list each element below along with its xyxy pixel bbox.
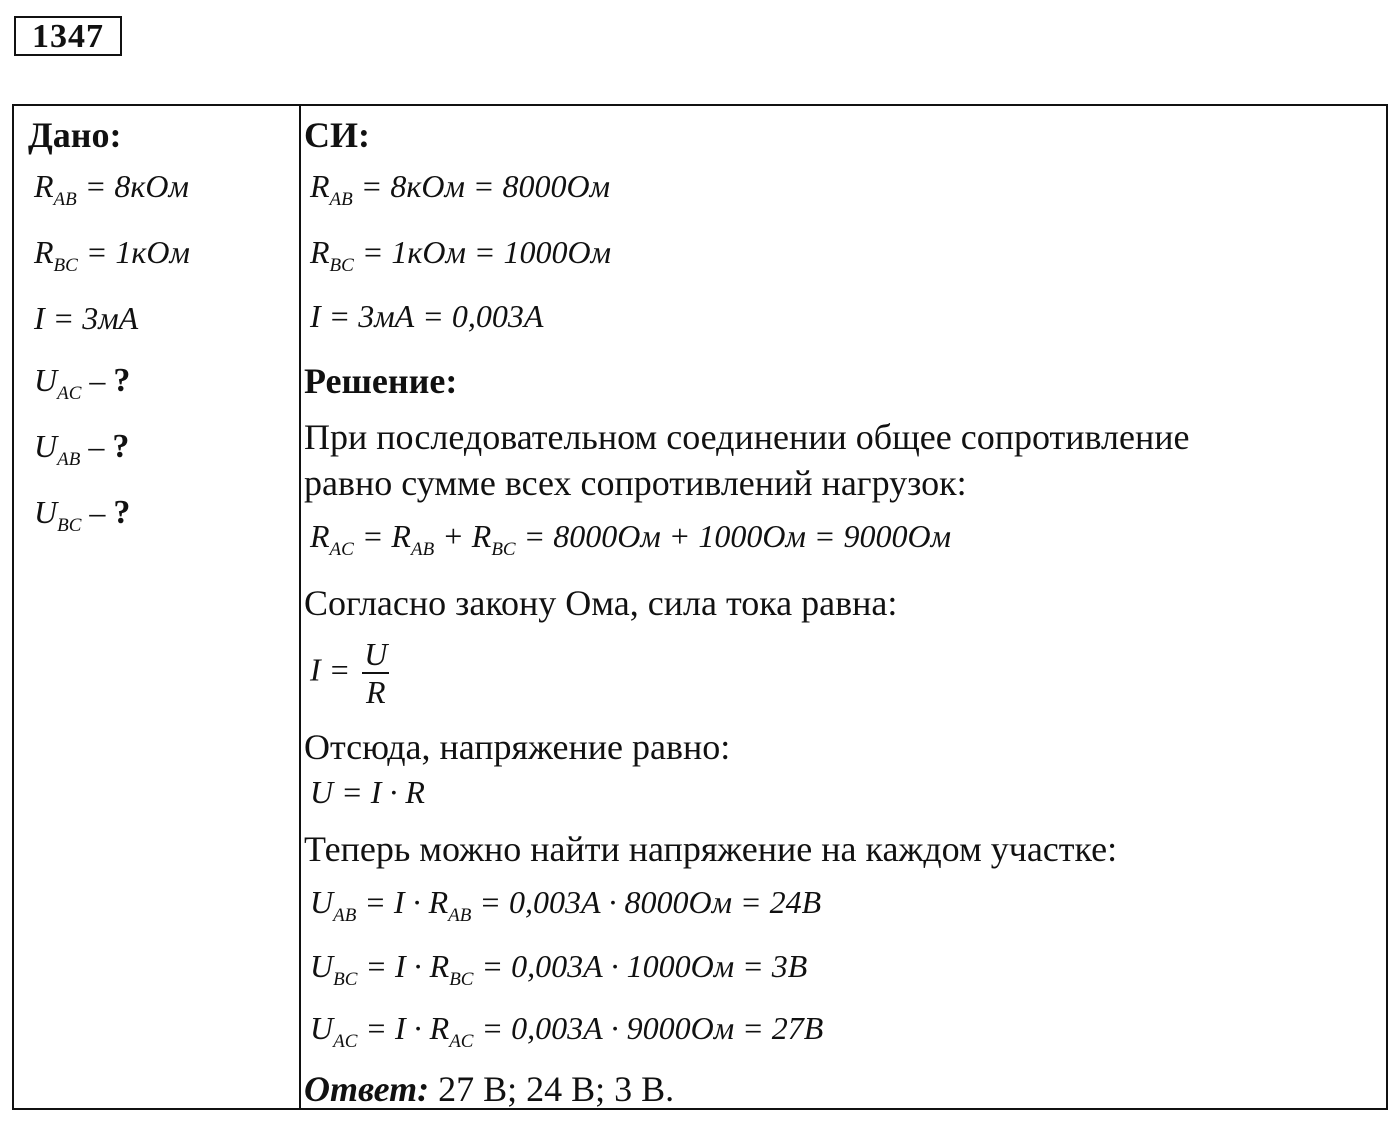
given-r-ab <box>34 168 189 211</box>
si-symbol: R <box>310 168 330 204</box>
given-header: Дано: <box>28 115 122 155</box>
given-value: = 8кОм <box>76 168 189 204</box>
given-symbol: U <box>34 362 58 398</box>
si-i <box>310 298 543 335</box>
unknown-mark: ? <box>113 362 131 399</box>
fraction <box>362 636 389 710</box>
paragraph-voltage: Отсюда, напряжение равно: <box>304 727 731 767</box>
eq-part: U <box>310 1010 334 1046</box>
eq-part: = 0,003А · 1000Ом = 3В <box>473 948 808 984</box>
given-symbol: U <box>34 428 58 464</box>
si-value: = 1кОм = 1000Ом <box>353 234 612 270</box>
eq-subscript: AC <box>333 1031 358 1052</box>
given-dash: – <box>81 362 114 398</box>
given-u-bc <box>34 494 130 537</box>
unknown-mark: ? <box>112 428 130 465</box>
given-subscript: AC <box>57 383 82 404</box>
eq-part: R <box>310 518 330 554</box>
si-r-bc <box>310 234 611 277</box>
column-divider <box>299 106 301 1108</box>
eq-subscript: AC <box>329 539 354 560</box>
eq-part: U <box>310 948 334 984</box>
eq-part: = 0,003А · 9000Ом = 27В <box>473 1010 824 1046</box>
denominator: R <box>366 674 386 710</box>
given-value: = 3мА <box>44 300 139 336</box>
eq-part: = I · R <box>357 948 450 984</box>
given-u-ac <box>34 362 130 405</box>
given-u-ab <box>34 428 129 471</box>
eq-lhs: I = <box>310 651 359 688</box>
eq-subscript: AC <box>449 1031 474 1052</box>
si-subscript: BC <box>329 255 354 276</box>
unknown-mark: ? <box>113 494 131 531</box>
equation-u-ab <box>310 884 821 927</box>
given-subscript: BC <box>57 515 82 536</box>
eq-part: = I · R <box>357 1010 450 1046</box>
given-value: = 1кОм <box>77 234 190 270</box>
eq-subscript: BC <box>449 969 474 990</box>
given-symbol: R <box>34 168 54 204</box>
given-symbol: R <box>34 234 54 270</box>
given-subscript: BC <box>53 255 78 276</box>
given-symbol: U <box>34 494 58 530</box>
equation-u-bc <box>310 948 807 991</box>
answer-line <box>304 1068 674 1110</box>
solution-header: Решение: <box>304 361 458 401</box>
eq-subscript: AB <box>410 539 435 560</box>
given-subscript: AB <box>53 189 77 210</box>
si-value: = 8кОм = 8000Ом <box>352 168 610 204</box>
answer-label: Ответ: <box>304 1069 430 1109</box>
eq-subscript: AB <box>448 905 472 926</box>
eq-part: + R <box>434 518 492 554</box>
equation-u: U = I · R <box>310 774 425 810</box>
equation-r-ac <box>310 518 951 561</box>
paragraph-series: При последовательном соединении общее сопротивление <box>304 417 1190 457</box>
si-subscript: AB <box>329 189 353 210</box>
solution-table <box>12 104 1388 1110</box>
eq-part: U <box>310 884 334 920</box>
paragraph-series-cont: равно сумме всех сопротивлений нагрузок: <box>304 463 967 503</box>
given-i <box>34 300 138 337</box>
eq-part: = R <box>353 518 411 554</box>
paragraph-ohm: Согласно закону Ома, сила тока равна: <box>304 583 898 623</box>
si-header: СИ: <box>304 115 370 155</box>
equation-u-ac <box>310 1010 823 1053</box>
eq-subscript: BC <box>333 969 358 990</box>
equation-ohm <box>310 636 389 710</box>
given-subscript: AB <box>57 449 81 470</box>
given-dash: – <box>80 428 113 464</box>
problem-number: 1347 <box>14 16 122 56</box>
si-r-ab <box>310 168 610 211</box>
numerator: U <box>364 636 388 672</box>
given-r-bc <box>34 234 190 277</box>
given-symbol: I <box>34 300 45 336</box>
si-symbol: I <box>310 298 321 334</box>
eq-subscript: AB <box>333 905 357 926</box>
si-value: = 3мА = 0,003А <box>320 298 544 334</box>
eq-subscript: BC <box>491 539 516 560</box>
eq-part: = 8000Ом + 1000Ом = 9000Ом <box>515 518 951 554</box>
paragraph-sections: Теперь можно найти напряжение на каждом участке: <box>304 829 1118 869</box>
answer-values: 27 В; 24 В; 3 В. <box>429 1069 675 1109</box>
given-dash: – <box>81 494 114 530</box>
eq-part: = 0,003А · 8000Ом = 24В <box>471 884 822 920</box>
si-symbol: R <box>310 234 330 270</box>
eq-part: = I · R <box>356 884 449 920</box>
